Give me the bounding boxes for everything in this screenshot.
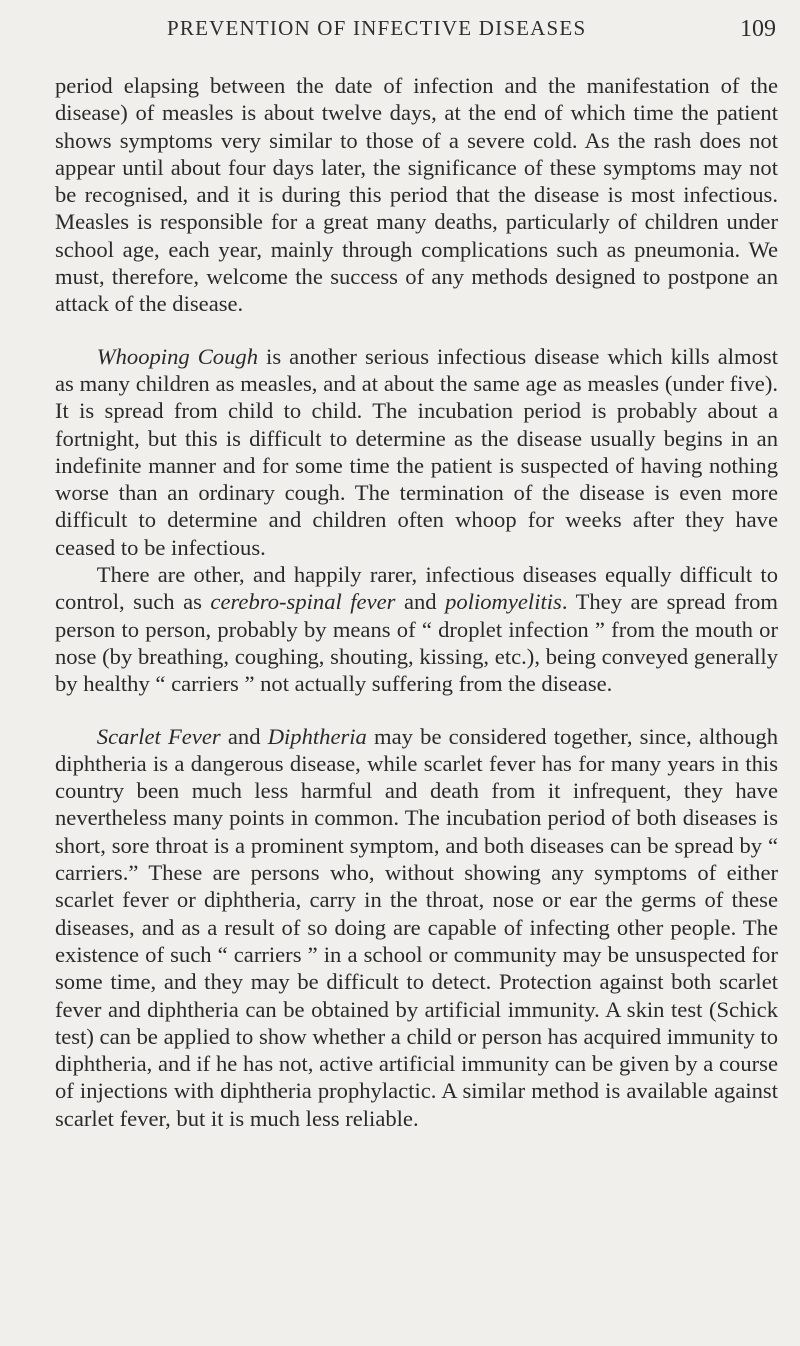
paragraph-lead-term: Scarlet Fever <box>96 723 221 749</box>
paragraph-text: is another serious infectious disease which kills almost as many children as measles, and at about the same age as measles (under five). It is spread from child to child. The incubation period is probably about a fortnight, but this is difficult to determine as the disease usually begins in an indefinite manner and for some time the patient is suspected of having nothing worse than an ordinary cough. The termination of the disease is even more difficult to determine and children often whoop for weeks after they have ceased to be infectious. <box>55 343 778 560</box>
body-text <box>55 72 778 1132</box>
page-header <box>167 16 776 46</box>
paragraph-scarlet-fever-diphtheria <box>55 723 778 1132</box>
paragraph-text: and <box>220 723 268 749</box>
page-number: 109 <box>740 16 776 42</box>
running-title: PREVENTION OF INFECTIVE DISEASES <box>167 16 587 40</box>
paragraph-text: and <box>395 589 446 615</box>
paragraph-whooping-cough <box>55 343 778 561</box>
italic-term: poliomyelitis <box>445 589 562 615</box>
paragraph-other-diseases <box>55 561 778 697</box>
paragraph-lead-term: Diphtheria <box>267 723 367 749</box>
paragraph-lead-term: Whooping Cough <box>96 343 258 369</box>
paragraph-text: . They are spread from person to person, probably by means of “ droplet infection ” from the mouth or nose (by breathing, coughing, shouting, kissing, etc.), being conveyed generally by healthy “ carriers ” not actually suffering from the disease. <box>55 589 779 697</box>
paragraph-text: period elapsing between the date of infection and the manifestation of the disease) of measles is about twelve days, at the end of which time the patient shows symptoms very similar to those of a severe cold. As the rash does not appear until about four days later, the significance of these symptoms may not be recognised, and it is during this period that the disease is most infectious. Measles is responsible for a great many deaths, particularly of children under school age, each year, mainly through complications such as pneumonia. We must, therefore, welcome the success of any methods designed to postpone an attack of the disease. <box>55 73 778 317</box>
italic-term: cerebro-spinal fever <box>210 589 396 615</box>
paragraph-measles <box>55 72 778 318</box>
paragraph-text: There are other, and happily rarer, infectious diseases equally difficult to control, such as <box>55 562 778 615</box>
paragraph-text: may be considered together, since, although diphtheria is a dangerous disease, while scarlet fever has for many years in this country been much less harmful and death from it infrequent, they have nevertheless many points in common. The incubation period of both diseases is short, sore throat is a prominent symptom, and both diseases can be spread by “ carriers.” These are persons who, without showing any symptoms of either scarlet fever or diphtheria, carry in the throat, nose or ear the germs of these diseases, and as a result of so doing are capable of infecting other people. The existence of such “ carriers ” in a school or community may be unsuspected for some time, and they may be difficult to detect. Protection against both scarlet fever and diphtheria can be obtained by artificial immunity. A skin test (Schick test) can be applied to show whether a child or person has acquired immunity to diphtheria, and if he has not, active artificial immunity can be given by a course of injections with diphtheria prophylactic. A similar method is available against scarlet fever, but it is much less reliable. <box>55 723 779 1131</box>
